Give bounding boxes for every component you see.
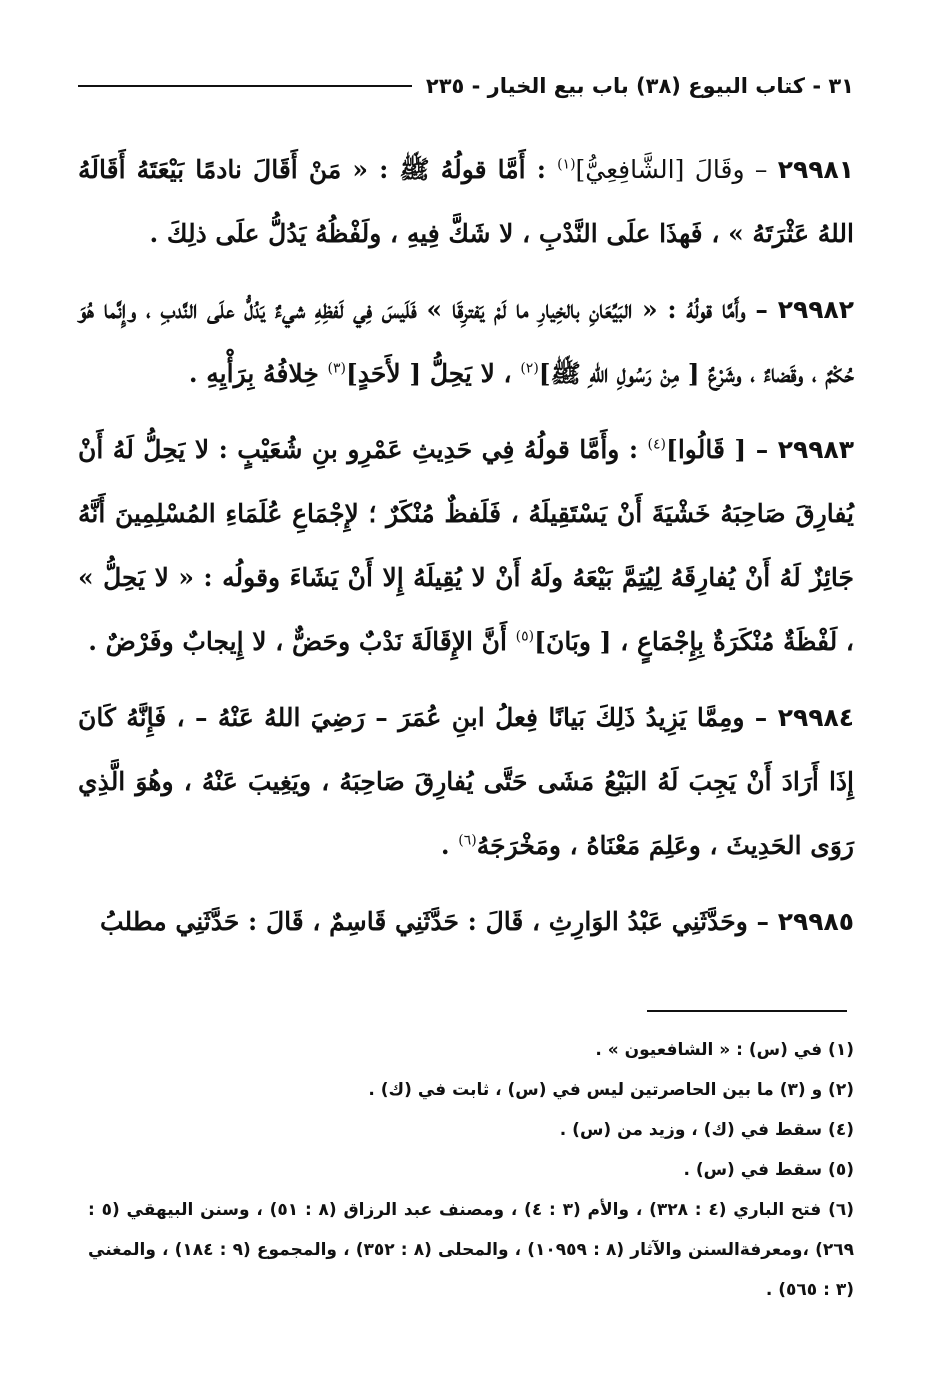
paragraph-text: – ومِمَّا يَزِيدُ ذَلِكَ بَيانًا فِعلُ ابنِ عُمَرَ – رَضِيَ اللهُ عَنْهُ – ، فَإِنَّهُ كَانَ إِذَا أَرَادَ أَنْ يَجِبَ لَهُ البَيْعُ مَشَى حَتَّى يُفارِقَ صَاحِبَهُ ، ويَغِيبَ عَنْهُ ، وهُوَ الَّذِي رَوَى الحَدِيثَ ، وعَلِمَ مَعْنَاهُ ، ومَخْرَجَهُ (78, 703, 854, 860)
paragraph-text: – وأَمَّا قولُهُ : « البَيِّعَانِ بالخِيارِ ما لَمْ يَفترِقَا » فَلَيسَ فِي لَفظِهِ شيءٌ يَدُلُّ علَى النَّدبِ ، وإِنَّما هُوَ حُكْمٌ ، وقَضاءٌ ، وشَرْعٌ [ مِنْ رَسُولِ اللهِ ﷺ] (78, 295, 854, 388)
footnotes (88, 1030, 854, 1310)
paragraph-text: – وقَالَ [الشَّافِعِيُّ] (575, 155, 778, 184)
paragraph-29982 (78, 278, 854, 406)
footnote-ref: (١) (557, 156, 576, 173)
paragraph-29983 (78, 418, 854, 674)
header-rule (78, 85, 412, 87)
paragraph-number: ٢٩٩٨٥ (777, 907, 854, 936)
paragraph-29984 (78, 686, 854, 878)
footnote-ref: (٤) (647, 436, 667, 453)
paragraph-number: ٢٩٩٨٣ (777, 435, 854, 464)
running-header-title: ٣١ - كتاب البيوع (٣٨) باب بيع الخيار - ٢٣٥ (425, 74, 854, 98)
paragraph-number: ٢٩٩٨١ (777, 155, 854, 184)
paragraph-29985 (78, 890, 854, 954)
paragraph-text: : وأَمَّا قولُهُ فِي حَدِيثِ عَمْرِو بنِ شُعَيْبٍ : لا يَحِلُّ لَهُ أَنْ يُفارِقَ صَاحِبَهُ خَشْيَةَ أَنْ يَسْتَقِيلَهُ ، فَلَفظٌ مُنْكَرٌ ؛ لإِجْمَاعِ عُلَمَاءِ المُسْلِمِينَ أَنَّهُ جَائِزٌ لَهُ أَنْ يُفارِقَهُ لِيُتِمَّ بَيْعَهُ ولَهُ أَنْ لا يُقِيلَهُ إِلا أَنْ يَشَاءَ وقولُه : « لا يَحِلُّ » ، لَفْظَةٌ مُنْكَرَةٌ بِإِجْمَاعٍ ، [ وبَانَ] (78, 435, 854, 656)
paragraph-text: – [ قَالُوا] (666, 435, 778, 464)
footnote-4: (٤) سقط في (ك) ، وزيد من (س) . (559, 1120, 854, 1140)
footnote-ref: (٢) (520, 360, 539, 377)
footnote-5: (٥) سقط في (س) . (683, 1160, 854, 1180)
footnote-1: (١) في (س) : « الشافعيون » . (595, 1040, 854, 1060)
paragraph-29981 (78, 138, 854, 266)
paragraph-text: – وحَدَّثَنِي عَبْدُ الوَارِثِ ، قَالَ : حَدَّثَنِي قَاسِمٌ ، قَالَ : حَدَّثَنِي مطلبُ (99, 907, 778, 936)
paragraph-text: خِلافُهُ بِرَأْيِهِ . (188, 359, 328, 388)
paragraph-number: ٢٩٩٨٤ (777, 703, 854, 732)
footnote-ref: (٦) (458, 832, 477, 849)
running-header (78, 66, 854, 106)
main-text (78, 138, 854, 966)
footnote-2-3: (٢) و (٣) ما بين الحاصرتين ليس في (س) ، ثابت في (ك) . (368, 1080, 854, 1100)
paragraph-text: . (440, 831, 459, 860)
footnote-ref: (٥) (515, 628, 535, 645)
paragraph-text: أَنَّ الإِقَالَةَ نَدْبٌ وحَضٌّ ، لا إِيجابٌ وفَرْضٌ . (88, 627, 516, 656)
paragraph-text: : أَمَّا قولُهُ ﷺ : « مَنْ أَقَالَ نادمًا بَيْعَتَهُ أَقَالَهُ اللهُ عَثْرَتَهُ » ، فَهذَا علَى النَّدْبِ ، لا شَكَّ فِيهِ ، ولَفْظُهُ يَدُلُّ علَى ذلِكَ . (78, 155, 854, 248)
paragraph-number: ٢٩٩٨٢ (777, 295, 854, 324)
paragraph-text: ، لا يَحِلُّ [ لأَحَدٍ] (345, 359, 521, 388)
footnote-6: (٦) فتح الباري (٤ : ٣٢٨) ، والأم (٣ : ٤) ، ومصنف عبد الرزاق (٨ : ٥١) ، وسنن البيهقي (٥ : ٢٦٩) ،ومعرفةالسنن والآثار (٨ : ١٠٩٥٩) ، والمحلى (٨ : ٣٥٢) ، والمجموع (٩ : ١٨٤) ، والمغني (٣ : ٥٦٥) . (88, 1200, 855, 1300)
footnote-ref: (٣) (327, 360, 346, 377)
footnote-separator (647, 1010, 847, 1012)
